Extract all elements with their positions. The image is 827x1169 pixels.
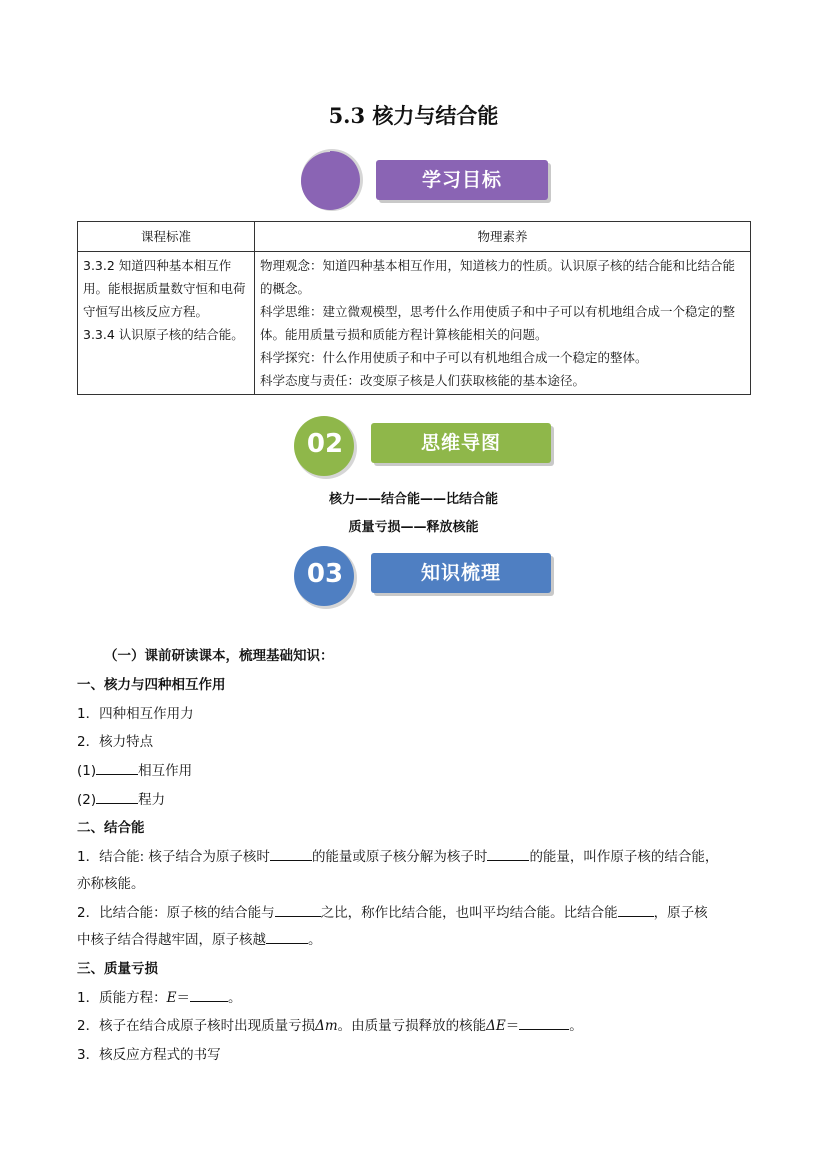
- item-text: 之比，称作比结合能，也叫平均结合能。比结合能: [320, 905, 618, 921]
- section-heading: 一、核力与四种相互作用: [77, 677, 226, 693]
- literacy-item: 物理观念：知道四种基本相互作用，知道核力的性质。认识原子核的结合能和比结合能的概念。: [260, 258, 736, 296]
- item-text: 的能量或原子核分解为核子时: [311, 849, 488, 865]
- item-text: 2．比结合能：原子核的结合能与: [77, 905, 275, 921]
- list-item: [77, 846, 757, 868]
- item-text: 。: [227, 990, 242, 1006]
- mindmap-line: 质量亏损——释放核能: [348, 520, 479, 535]
- list-item: [77, 902, 757, 924]
- list-item: 3．核反应方程式的书写: [77, 1047, 221, 1063]
- table-header-row: [78, 222, 751, 252]
- list-item: 1．四种相互作用力: [77, 706, 194, 722]
- list-item: 2．核力特点: [77, 734, 154, 750]
- learning-goals-banner: [0, 148, 827, 218]
- item-text: 的能量，叫作原子核的结合能，: [529, 849, 719, 865]
- fill-blank[interactable]: [96, 789, 138, 804]
- item-text: 程力: [138, 792, 166, 808]
- list-item-continued: [77, 929, 322, 951]
- item-text: 2．核子在结合成原子核时出现质量亏损: [77, 1018, 316, 1034]
- knowledge-review-banner: [0, 542, 827, 612]
- physics-literacy-cell: [255, 252, 751, 395]
- curriculum-standard-cell: [78, 252, 255, 395]
- mindmap-line: 核力——结合能——比结合能: [328, 492, 498, 507]
- curriculum-table: [77, 221, 751, 395]
- item-text: ＝: [505, 1018, 520, 1034]
- fill-blank[interactable]: [190, 987, 228, 1002]
- fill-blank[interactable]: [275, 902, 321, 917]
- list-item: [77, 789, 165, 811]
- fill-blank[interactable]: [266, 929, 308, 944]
- mind-map-banner: [0, 412, 827, 482]
- intro-heading: （一）课前研读课本，梳理基础知识：: [104, 648, 334, 664]
- item-text: 相互作用: [138, 763, 193, 779]
- literacy-item: 科学探究：什么作用使质子和中子可以有机地组合成一个稳定的整体。: [260, 350, 648, 365]
- item-text: ，原子核: [653, 905, 708, 921]
- section-heading: 二、结合能: [77, 820, 145, 836]
- item-text: 中核子结合得越牢固，原子核越: [77, 932, 266, 948]
- literacy-item: 科学态度与责任：改变原子核是人们获取核能的基本途径。: [260, 373, 586, 388]
- list-item-continued: 亦称核能。: [77, 876, 145, 892]
- banner-number: 03: [306, 559, 344, 589]
- literacy-item: 科学思维：建立微观模型，思考什么作用使质子和中子可以有机地组合成一个稳定的整体。能用质量亏损和质能方程计算核能相关的问题。: [260, 304, 736, 342]
- item-text: 1．质能方程：: [77, 990, 167, 1006]
- fill-blank[interactable]: [487, 846, 529, 861]
- list-item: [77, 1015, 583, 1037]
- formula-symbol: ΔE: [486, 1018, 506, 1034]
- item-number: (1): [77, 763, 97, 779]
- standard-item: 3.3.4 认识原子核的结合能。: [83, 327, 244, 342]
- banner-label: 知识梳理: [371, 553, 551, 593]
- fill-blank[interactable]: [519, 1015, 569, 1030]
- fill-blank[interactable]: [618, 902, 654, 917]
- section-heading: 三、质量亏损: [77, 961, 158, 977]
- item-text: ＝: [176, 990, 190, 1006]
- table-header-cell: 物理素养: [255, 222, 751, 252]
- list-item: [77, 987, 241, 1009]
- banner-label: 学习目标: [376, 160, 548, 200]
- table-header-cell: 课程标准: [78, 222, 255, 252]
- item-number: (2): [77, 792, 97, 808]
- formula-symbol: Δm: [315, 1018, 338, 1034]
- page-title: 5.3 核力与结合能: [328, 103, 499, 128]
- fill-blank[interactable]: [96, 760, 138, 775]
- banner-number: 02: [306, 429, 344, 459]
- standard-item: 3.3.2 知道四种基本相互作用。能根据质量数守恒和电荷守恒写出核反应方程。: [83, 258, 246, 319]
- item-text: 1．结合能: 核子结合为原子核时: [77, 849, 270, 865]
- formula-symbol: E: [166, 990, 177, 1006]
- item-text: 。: [569, 1018, 583, 1034]
- list-item: [77, 760, 192, 782]
- fill-blank[interactable]: [270, 846, 312, 861]
- banner-label: 思维导图: [371, 423, 551, 463]
- item-text: 。由质量亏损释放的核能: [337, 1018, 487, 1034]
- item-text: 。: [308, 932, 322, 948]
- table-row: [78, 252, 751, 395]
